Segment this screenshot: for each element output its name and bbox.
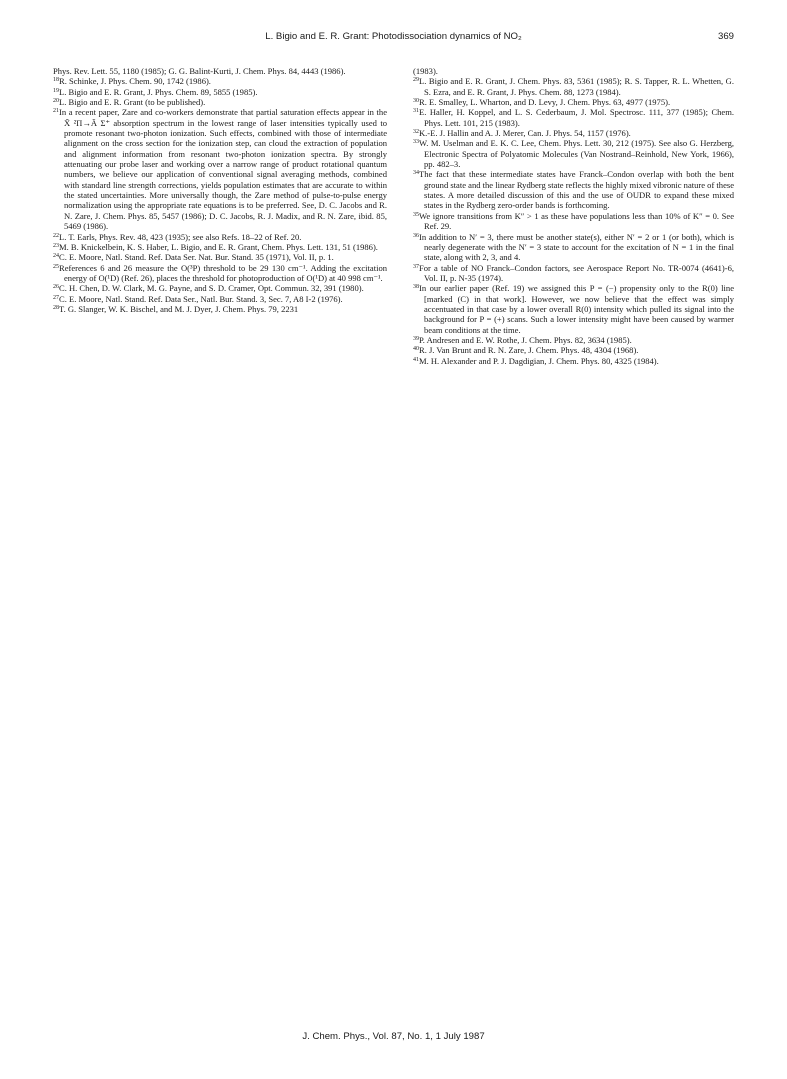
page-number: 369 <box>717 31 734 42</box>
reference-entry: $^{35}$We ignore transitions from K″ > 1 as these have populations less than 10% of K″ = 0. See Ref. 29. <box>413 210 734 232</box>
reference-entry: $^{37}$For a table of NO Franck–Condon factors, see Aerospace Report No. TR-0074 (4641)-6, Vol. II, p. N-35 (1974). <box>413 262 734 283</box>
journal-footer: J. Chem. Phys., Vol. 87, No. 1, 1 July 1987 <box>302 1031 485 1042</box>
reference-entry: $^{40}$R. J. Van Brunt and R. N. Zare, J. Chem. Phys. 48, 4304 (1968). <box>413 345 639 356</box>
reference-entry: $^{25}$References 6 and 26 measure the O(³P) threshold to be 29 130 cm⁻¹. Adding the excitation energy of O(¹D) (Ref. 26), places the threshold for photoproduction of O(¹D) at 40 998 cm⁻¹. <box>53 262 387 283</box>
reference-entry: $^{22}$L. T. Earls, Phys. Rev. 48, 423 (1935); see also Refs. 18–22 of Ref. 20. <box>53 231 302 242</box>
reference-entry: $^{38}$In our earlier paper (Ref. 19) we assigned this P = (−) propensity only to the R(0) line [marked (C) in that work]. However, we now believe that the effect was simply accentuated in that case by a lower overall R(0) intensity which pulled its signal into the background for P = (+) scans. Such a lower intensity might have been caused by warmer beam conditions at the time. <box>413 283 734 335</box>
reference-entry: $^{29}$L. Bigio and E. R. Grant, J. Chem. Phys. 83, 5361 (1985); R. S. Tapper, R. L. Whetten, G. S. Ezra, and E. R. Grant, J. Phys. Chem. 88, 1273 (1984). <box>413 76 734 97</box>
reference-entry: Phys. Rev. Lett. 55, 1180 (1985); G. G. Balint-Kurti, J. Chem. Phys. 84, 4443 (1986). <box>53 66 346 76</box>
reference-entry: $^{33}$W. M. Uselman and E. K. C. Lee, Chem. Phys. Lett. 30, 212 (1975). See also G. Herzberg, Electronic Spectra of Polyatomic Molecules (Van Nostrand–Reinhold, New York, 1966), pp. 482–3. <box>413 138 734 170</box>
reference-entry: $^{19}$L. Bigio and E. R. Grant, J. Phys. Chem. 89, 5855 (1985). <box>53 86 258 97</box>
reference-entry: $^{31}$E. Haller, H. Koppel, and L. S. Cederbaum, J. Mol. Spectrosc. 111, 377 (1985); Chem. Phys. Lett. 101, 215 (1983). <box>413 107 734 128</box>
reference-entry: $^{32}$K.-E. J. Hallin and A. J. Merer, Can. J. Phys. 54, 1157 (1976). <box>413 128 631 139</box>
reference-entry: (1983). <box>413 66 438 76</box>
reference-entry: $^{21}$In a recent paper, Zare and co-workers demonstrate that partial saturation effects appear in the X̃ ²Π→Ã Σ⁺ absorption spectrum in the lowest range of laser intensities typically used to promote resonant two-photon ionization. Such effects, combined with those of intermediate alignment on the cross section for the ionization step, can cloud the extraction of population and alignment information from resonant two-photon ionization spectra. By strongly attenuating our probe laser and working over a narrow range of product rotational quantum numbers, we believe our application of conventional signal averaging methods, combined with standard line strength corrections, yields population estimates that are accurate to within the stated uncertainties. More universally though, the Zare method of pulse-to-pulse energy normalization using the appropriate rate equations is to be preferred. See, D. C. Jacobs and R. N. Zare, J. Chem. Phys. 85, 5457 (1986); D. C. Jacobs, R. J. Madix, and R. N. Zare, ibid. 85, 5469 (1986). <box>53 107 387 232</box>
references-left-column <box>53 66 387 314</box>
reference-entry: $^{23}$M. B. Knickelbein, K. S. Haber, L. Bigio, and E. R. Grant, Chem. Phys. Lett. 131, 51 (1986). <box>53 241 378 252</box>
reference-entry: $^{39}$P. Andresen and E. W. Rothe, J. Chem. Phys. 82, 3634 (1985). <box>413 334 632 345</box>
reference-entry: $^{36}$In addition to N′ = 3, there must be another state(s), either N′ = 2 or 1 (or both), which is nearly degenerate with the N′ = 3 state to account for the excitation of N = 1 in the final state, along with 2, 3, and 4. <box>413 231 734 263</box>
reference-entry: $^{34}$The fact that these intermediate states have Franck–Condon overlap with both the bent ground state and the linear Rydberg state reflects the highly mixed vibronic nature of these states. A more detailed discussion of this and the use of OUDR to expand these mixed states in the Rydberg zero-order bands is forthcoming. <box>413 169 734 211</box>
reference-entry: $^{27}$C. E. Moore, Natl. Stand. Ref. Data Ser., Natl. Bur. Stand. 3, Sec. 7, A8 I-2 (1976). <box>53 293 343 304</box>
page-header <box>0 31 787 47</box>
reference-entry: $^{28}$T. G. Slanger, W. K. Bischel, and M. J. Dyer, J. Chem. Phys. 79, 2231 <box>53 303 299 314</box>
reference-entry: $^{18}$R. Schinke, J. Phys. Chem. 90, 1742 (1986). <box>53 76 211 87</box>
running-head: L. Bigio and E. R. Grant: Photodissociation dynamics of NO₂ <box>265 31 522 42</box>
reference-entry: $^{26}$C. H. Chen, D. W. Clark, M. G. Payne, and S. D. Cramer, Opt. Commun. 32, 391 (1980). <box>53 283 364 294</box>
reference-entry: $^{41}$M. H. Alexander and P. J. Dagdigian, J. Chem. Phys. 80, 4325 (1984). <box>413 355 659 366</box>
references-right-column <box>413 66 734 366</box>
reference-entry: $^{30}$R. E. Smalley, L. Wharton, and D. Levy, J. Chem. Phys. 63, 4977 (1975). <box>413 97 671 108</box>
reference-entry: $^{24}$C. E. Moore, Natl. Stand. Ref. Data Ser. Nat. Bur. Stand. 35 (1971), Vol. II, p. 1. <box>53 252 334 263</box>
reference-entry: $^{20}$L. Bigio and E. R. Grant (to be published). <box>53 97 206 108</box>
